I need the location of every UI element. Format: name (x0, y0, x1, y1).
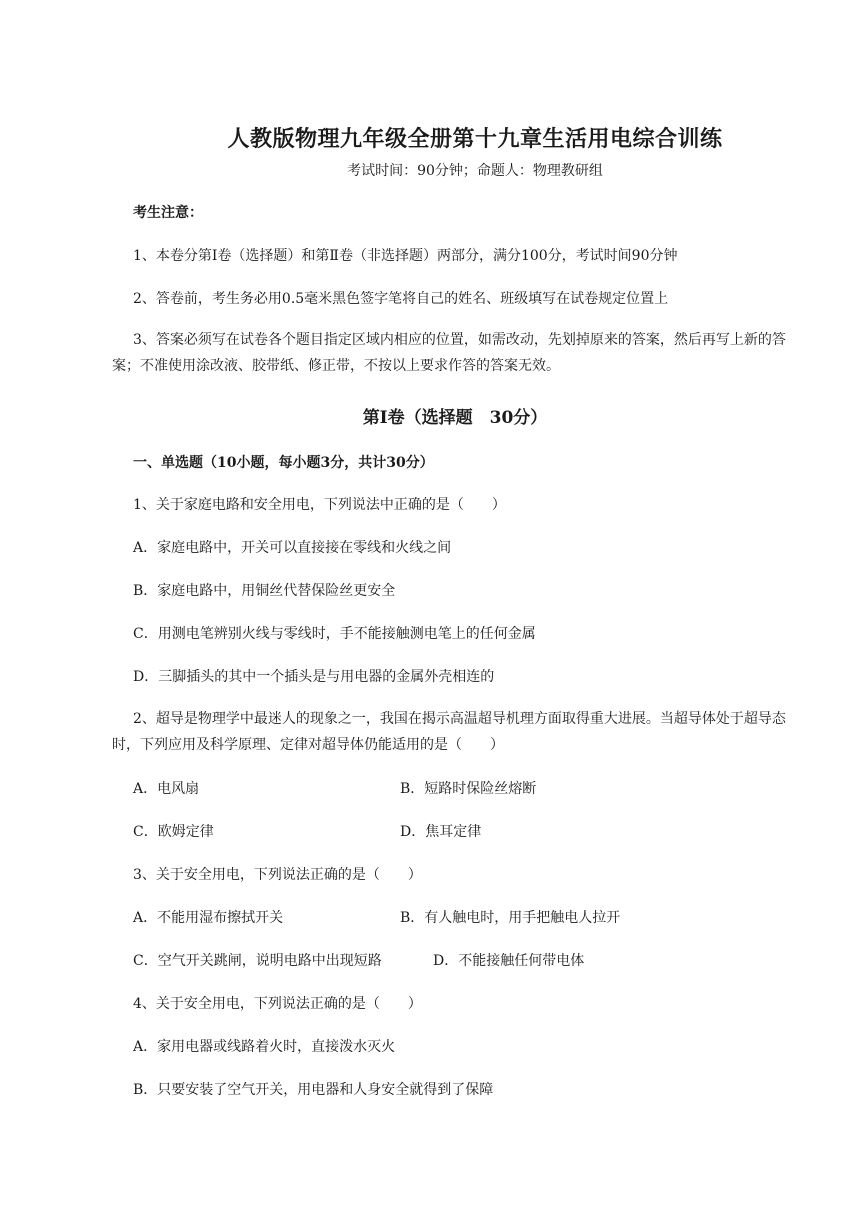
notice-item-3: 3、答案必须写在试卷各个题目指定区域内相应的位置，如需改动，先划掉原来的答案，然后再写上新的答案；不准使用涂改液、胶带纸、修正带，不按以上要求作答的答案无效。 (112, 332, 786, 374)
part-heading: 一、单选题（10小题，每小题3分，共计30分） (133, 455, 434, 471)
question-1-stem: 1、关于家庭电路和安全用电，下列说法中正确的是（ ） (133, 497, 506, 513)
question-2-option-d: D．焦耳定律 (400, 824, 482, 840)
question-3-option-b: B．有人触电时，用手把触电人拉开 (400, 910, 621, 926)
document-title: 人教版物理九年级全册第十九章生活用电综合训练 (227, 126, 723, 152)
question-3-option-a: A．不能用湿布擦拭开关 (133, 910, 284, 926)
question-3-option-d: D．不能接触任何带电体 (433, 953, 585, 969)
question-4-option-b: B．只要安装了空气开关，用电器和人身安全就得到了保障 (133, 1082, 494, 1098)
question-2-option-b: B．短路时保险丝熔断 (400, 781, 537, 797)
notice-item-2: 2、答卷前，考生务必用0.5毫米黑色签字笔将自己的姓名、班级填写在试卷规定位置上 (133, 291, 669, 307)
notice-heading: 考生注意： (133, 205, 203, 221)
question-3-stem: 3、关于安全用电，下列说法正确的是（ ） (133, 867, 422, 883)
question-1-option-a: A．家庭电路中，开关可以直接接在零线和火线之间 (133, 540, 452, 556)
question-3-option-c: C．空气开关跳闸，说明电路中出现短路 (133, 953, 382, 969)
question-4-option-a: A．家用电器或线路着火时，直接泼水灭火 (133, 1039, 396, 1055)
section-title: 第Ⅰ卷（选择题 30分） (362, 408, 548, 428)
document-subtitle: 考试时间：90分钟；命题人：物理教研组 (347, 163, 603, 179)
question-4-stem: 4、关于安全用电，下列说法正确的是（ ） (133, 996, 422, 1012)
notice-item-1: 1、本卷分第Ⅰ卷（选择题）和第Ⅱ卷（非选择题）两部分，满分100分，考试时间90分钟 (133, 248, 678, 264)
question-1-option-b: B．家庭电路中，用铜丝代替保险丝更安全 (133, 583, 396, 599)
question-2-stem: 2、超导是物理学中最迷人的现象之一，我国在揭示高温超导机理方面取得重大进展。当超导体处于超导态时，下列应用及科学原理、定律对超导体仍能适用的是（ ） (112, 711, 786, 753)
question-2-option-a: A．电风扇 (133, 781, 200, 797)
question-1-option-d: D．三脚插头的其中一个插头是与用电器的金属外壳相连的 (133, 669, 495, 685)
question-2-option-c: C．欧姆定律 (133, 824, 214, 840)
question-1-option-c: C．用测电笔辨别火线与零线时，手不能接触测电笔上的任何金属 (133, 626, 536, 642)
